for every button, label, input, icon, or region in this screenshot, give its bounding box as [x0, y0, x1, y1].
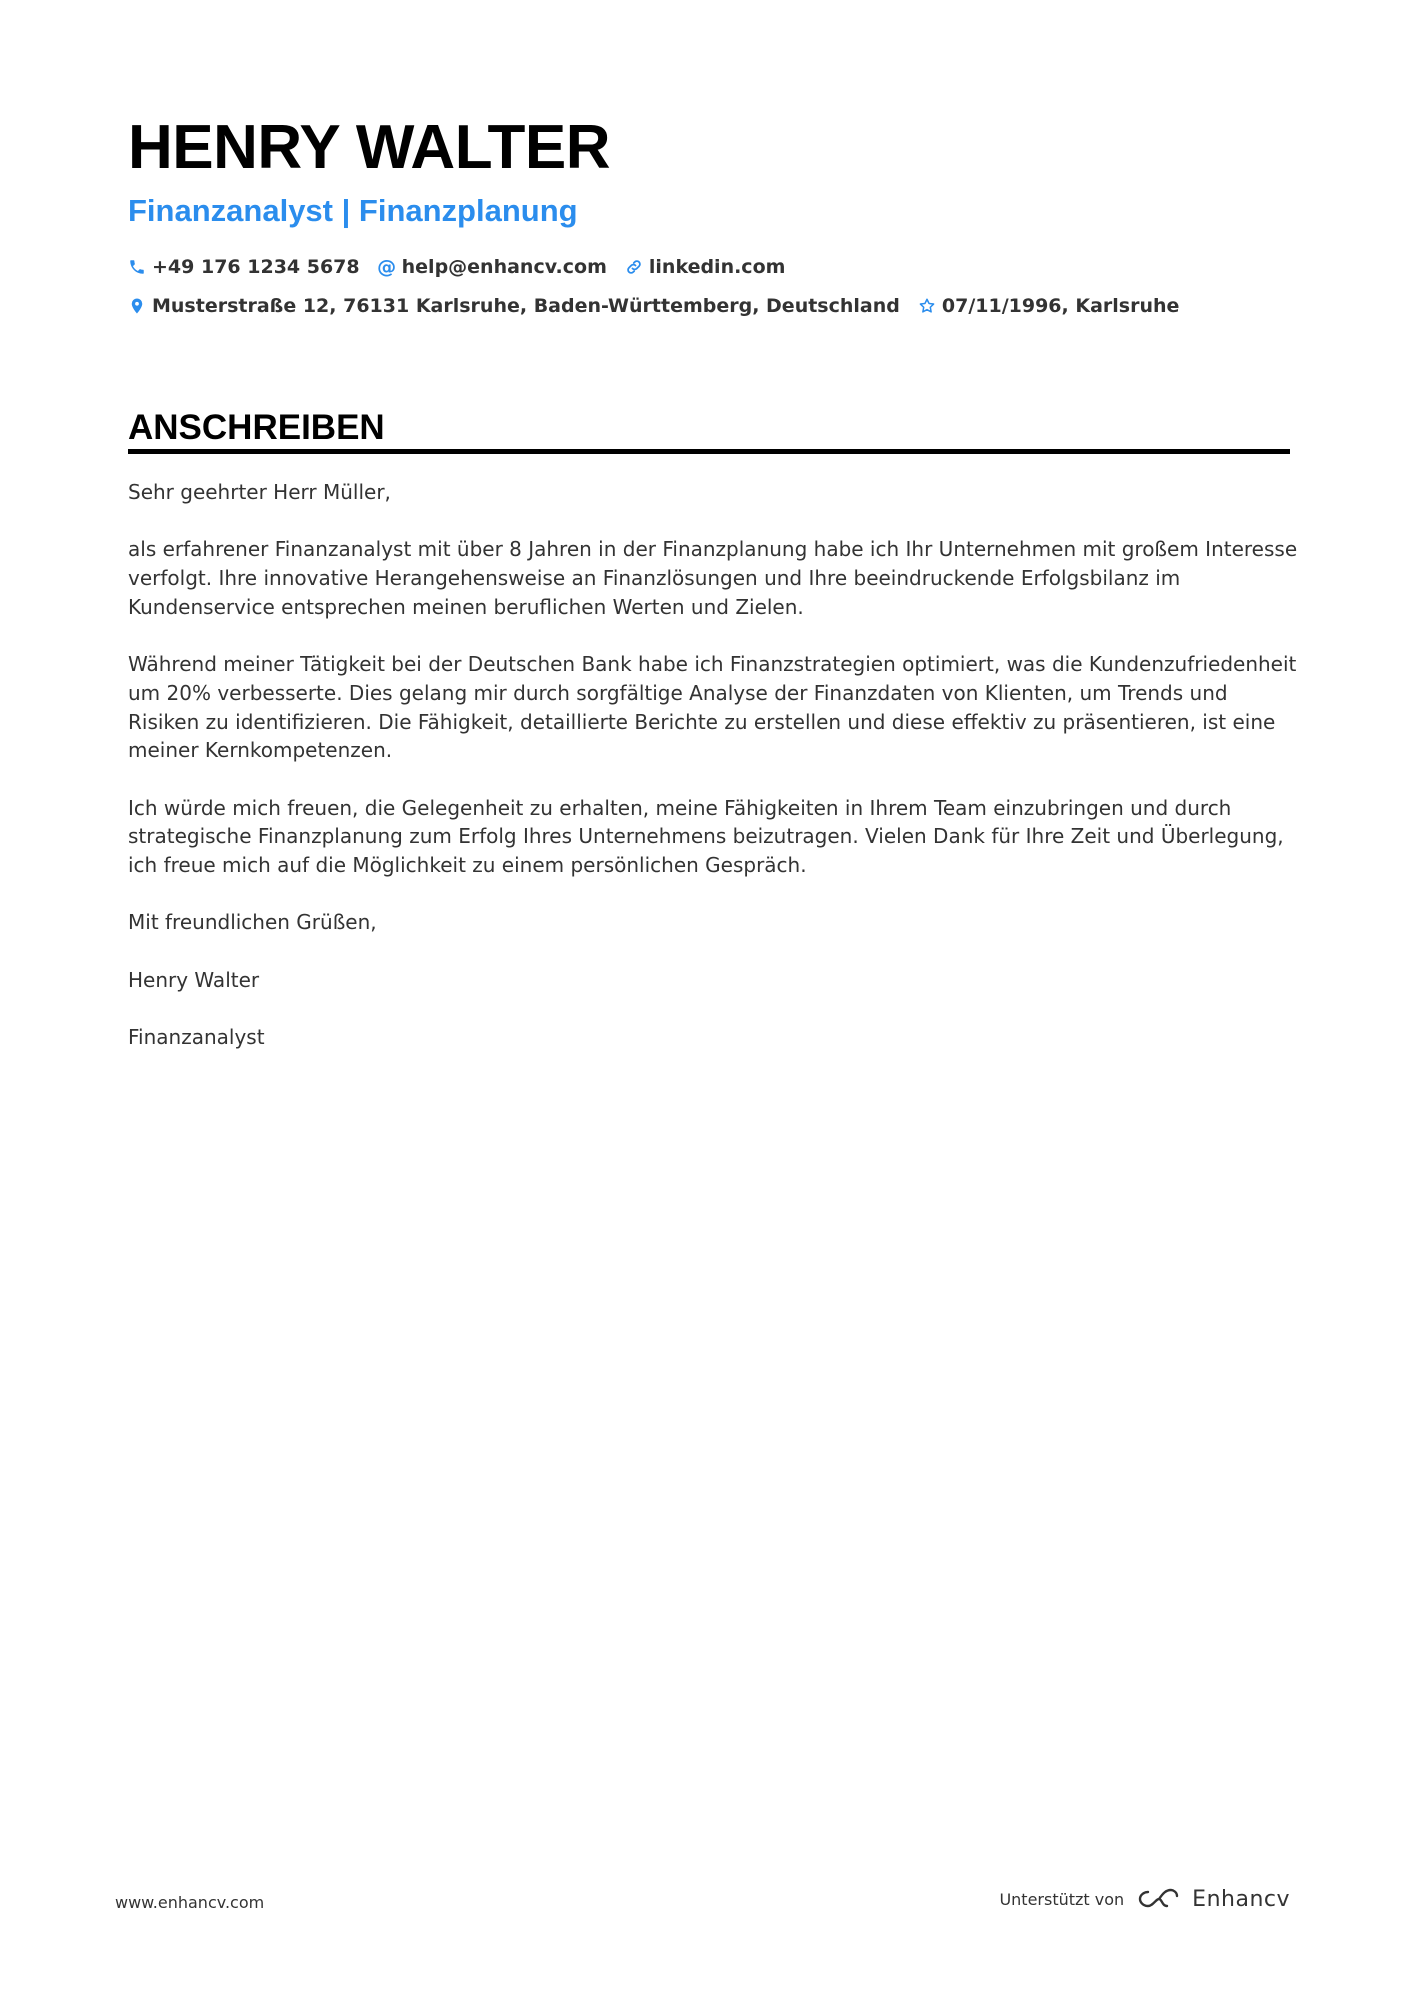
letter-paragraph: als erfahrener Finanzanalyst mit über 8 Jahren in der Finanzplanung habe ich Ihr Unternehmen mit großem Interesse verfolgt. Ihre innovative Herangehensweise an Finanzlösungen und Ihre beeindruckende Erfolgsbilanz im Kundenservice entsprechen meinen beruflichen Werten und Zielen.	[128, 537, 1298, 619]
link-icon	[625, 258, 643, 276]
footer-website[interactable]: www.enhancv.com	[115, 1893, 265, 1912]
phone-icon	[128, 258, 146, 276]
applicant-title: Finanzanalyst | Finanzplanung	[128, 193, 578, 228]
star-icon	[918, 297, 936, 315]
letter-signature-title: Finanzanalyst	[128, 1025, 265, 1050]
contact-address	[128, 292, 900, 320]
location-pin-icon	[128, 297, 146, 315]
at-icon: @	[377, 256, 397, 278]
letter-body	[128, 478, 1298, 1081]
contact-link	[625, 253, 786, 281]
address-text: Musterstraße 12, 76131 Karlsruhe, Baden-Württemberg, Deutschland	[152, 295, 900, 317]
letter-paragraph: Während meiner Tätigkeit bei der Deutschen Bank habe ich Finanzstrategien optimiert, was die Kundenzufriedenheit um 20% verbesserte. Dies gelang mir durch sorgfältige Analyse der Finanzdaten von Klienten, um Trends und Risiken zu identifizieren. Die Fähigkeit, detaillierte Berichte zu erstellen und diese effektiv zu präsentieren, ist eine meiner Kernkompetenzen.	[128, 652, 1297, 763]
birth-text: 07/11/1996, Karlsruhe	[941, 295, 1180, 317]
section-heading: ANSCHREIBEN	[128, 408, 385, 447]
contact-row-primary	[128, 253, 803, 281]
email-address[interactable]: help@enhancv.com	[401, 256, 607, 278]
phone-number: +49 176 1234 5678	[152, 256, 360, 278]
linkedin-link[interactable]: linkedin.com	[648, 256, 786, 278]
powered-by-label: Unterstützt von	[999, 1889, 1125, 1909]
letter-salutation: Sehr geehrter Herr Müller,	[128, 480, 391, 504]
contact-phone	[128, 253, 360, 281]
contact-email	[378, 253, 607, 281]
section-divider	[128, 449, 1290, 454]
enhancv-logo-icon	[1136, 1886, 1182, 1912]
contact-row-secondary	[128, 292, 1197, 320]
letter-signature-name: Henry Walter	[128, 967, 260, 992]
contact-birth	[918, 292, 1180, 320]
letter-closing: Mit freundlichen Grüßen,	[128, 910, 377, 935]
applicant-name: HENRY WALTER	[128, 113, 610, 182]
brand-name: Enhancv	[1192, 1886, 1290, 1912]
footer-powered-by	[999, 1886, 1290, 1912]
letter-paragraph: Ich würde mich freuen, die Gelegenheit zu erhalten, meine Fähigkeiten in Ihrem Team einzubringen und durch strategische Finanzplanung zum Erfolg Ihres Unternehmens beizutragen. Vielen Dank für Ihre Zeit und Überlegung, ich freue mich auf die Möglichkeit zu einem persönlichen Gespräch.	[128, 795, 1284, 878]
